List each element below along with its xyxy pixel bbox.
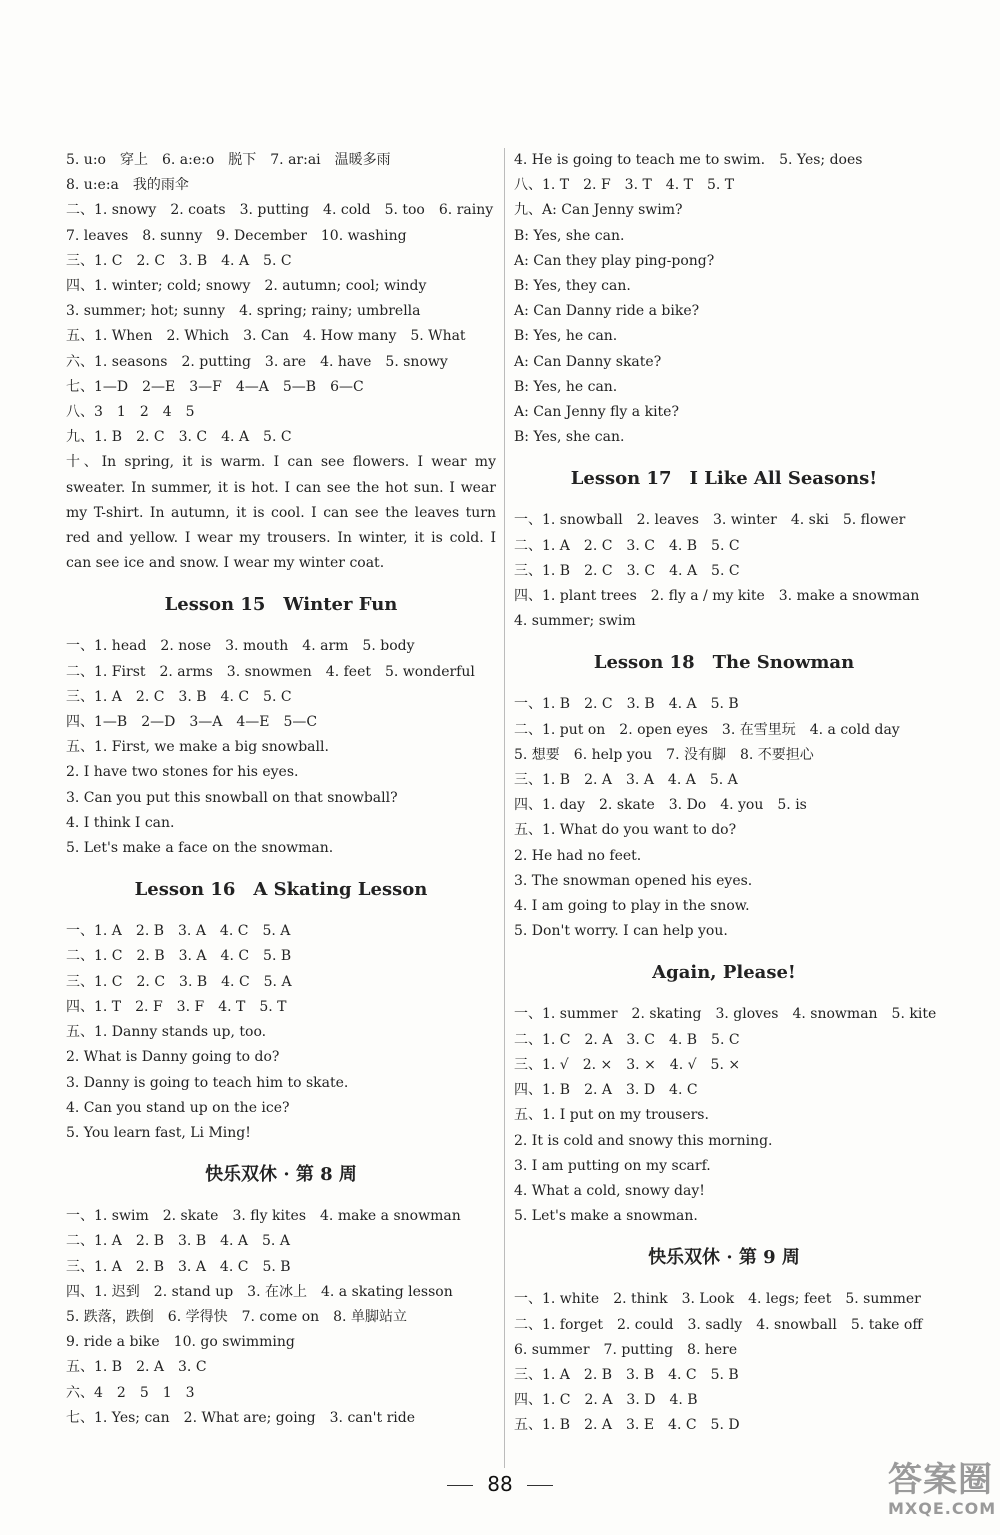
answer-line: 6. summer 7. putting 8. here — [514, 1341, 738, 1358]
answer-line: 5. u:o 穿上 6. a:e:o 脱下 7. ar:ai 温暖多雨 — [66, 152, 391, 168]
answer-line: 3. I am putting on my scarf. — [514, 1157, 711, 1174]
answer-line: 8. u:e:a 我的雨伞 — [66, 177, 189, 194]
answer-line: 4. Can you stand up on the ice? — [66, 1099, 290, 1116]
week-9-heading: 快乐双休 · 第 9 周 — [648, 1247, 800, 1269]
answer-line: 八、1. T 2. F 3. T 4. T 5. T — [514, 177, 735, 194]
answer-line: 四、1. plant trees 2. fly a / my kite 3. make a snowman — [514, 588, 920, 605]
page-number-dash-right — [527, 1485, 553, 1486]
answer-line: 5. Let's make a snowman. — [514, 1208, 698, 1225]
answer-line: 九、1. B 2. C 3. C 4. A 5. C — [66, 429, 292, 446]
lesson-16-answers — [66, 919, 496, 1146]
answer-line: 一、1. snowball 2. leaves 3. winter 4. ski 5. flower — [514, 512, 906, 529]
answer-line: 5. 跌落，跌倒 6. 学得快 7. come on 8. 单脚站立 — [66, 1308, 407, 1325]
watermark-logo — [888, 1460, 1000, 1535]
answer-line: 5. Let's make a face on the snowman. — [66, 840, 334, 857]
again-please-answers — [514, 1002, 937, 1229]
answer-line: A: Can Danny skate? — [514, 353, 662, 370]
answer-line: 一、1. A 2. B 3. A 4. C 5. A — [66, 923, 291, 940]
essay-answer: 十、In spring, it is warm. I can see flowers. I wear my sweater. In summer, it is hot. I can see the hot sun. I wear my T-shirt. In autumn, it is cool. I can see the leaves turn red and yellow. I wear my trousers. In winter, it is cold. I can see ice and snow. I wear my winter coat. — [66, 454, 496, 572]
answers-continued-right — [514, 148, 934, 450]
answer-line: 二、1. C 2. B 3. A 4. C 5. B — [66, 948, 292, 965]
answer-line: 五、1. When 2. Which 3. Can 4. How many 5. What — [66, 328, 466, 345]
answer-line: 四、1—B 2—D 3—A 4—E 5—C — [66, 714, 318, 731]
answer-line: 五、1. B 2. A 3. E 4. C 5. D — [514, 1417, 740, 1434]
answer-line: 2. He had no feet. — [514, 847, 642, 864]
column-divider — [504, 148, 505, 1468]
answer-line: 二、1. forget 2. could 3. sadly 4. snowball 5. take off — [514, 1316, 923, 1333]
answer-line: 7. leaves 8. sunny 9. December 10. washing — [66, 227, 407, 244]
answer-line: 三、1. A 2. C 3. B 4. C 5. C — [66, 688, 292, 705]
lesson-16-heading: Lesson 16 A Skating Lesson — [134, 879, 428, 901]
answer-line: 3. Can you put this snowball on that snowball? — [66, 789, 398, 806]
answer-line: A: Can they play ping-pong? — [514, 252, 715, 269]
answer-line: 三、1. √ 2. × 3. × 4. √ 5. × — [514, 1056, 741, 1073]
answer-line: 四、1. B 2. A 3. D 4. C — [514, 1082, 698, 1099]
answer-line: 2. What is Danny going to do? — [66, 1049, 280, 1066]
page-number-text: 88 — [487, 1472, 513, 1496]
lesson-15-heading: Lesson 15 Winter Fun — [164, 594, 398, 616]
answer-line: 四、1. 迟到 2. stand up 3. 在冰上 4. a skating lesson — [66, 1283, 453, 1300]
answer-line: 二、1. First 2. arms 3. snowmen 4. feet 5. wonderful — [66, 663, 475, 680]
answer-line: 4. I think I can. — [66, 814, 175, 831]
answer-line: 四、1. T 2. F 3. F 4. T 5. T — [66, 998, 287, 1015]
answer-line: 七、1. Yes; can 2. What are; going 3. can't ride — [66, 1409, 416, 1426]
answer-line: 4. summer; swim — [514, 613, 636, 630]
answer-line: 三、1. A 2. B 3. A 4. C 5. B — [66, 1258, 291, 1275]
answer-line: 3. The snowman opened his eyes. — [514, 872, 753, 889]
answer-line: B: Yes, they can. — [514, 278, 631, 295]
week-9-answers — [514, 1287, 934, 1438]
answer-line: 4. What a cold, snowy day! — [514, 1182, 705, 1199]
answer-line: 3. summer; hot; sunny 4. spring; rainy; umbrella — [66, 303, 421, 320]
page-number — [0, 1472, 1000, 1496]
week-8-answers — [66, 1204, 496, 1431]
answer-line: 七、1—D 2—E 3—F 4—A 5—B 6—C — [66, 378, 364, 395]
answer-line: A: Can Jenny fly a kite? — [514, 404, 679, 421]
answer-line: 二、1. A 2. C 3. C 4. B 5. C — [514, 537, 740, 554]
page-number-dash-left — [447, 1485, 473, 1486]
answer-line: 一、1. white 2. think 3. Look 4. legs; feet 5. summer — [514, 1291, 921, 1308]
answer-line: A: Can Danny ride a bike? — [514, 303, 700, 320]
answer-line: 四、1. C 2. A 3. D 4. B — [514, 1392, 698, 1409]
watermark-url: MXQE.COM — [888, 1499, 997, 1518]
lesson-17-heading: Lesson 17 I Like All Seasons! — [570, 468, 878, 490]
answer-line: 一、1. summer 2. skating 3. gloves 4. snowman 5. kite — [514, 1006, 937, 1023]
answer-line: 三、1. B 2. A 3. A 4. A 5. A — [514, 772, 738, 789]
again-please-heading: Again, Please! — [652, 962, 796, 984]
watermark-logo-text: 答案圈 — [888, 1460, 993, 1500]
answers-continued-left — [66, 148, 496, 450]
lesson-18-heading: Lesson 18 The Snowman — [593, 652, 855, 674]
answer-line: 5. You learn fast, Li Ming! — [66, 1124, 251, 1141]
answer-line: 五、1. Danny stands up, too. — [66, 1024, 267, 1041]
answer-line: 5. 想要 6. help you 7. 没有脚 8. 不要担心 — [514, 746, 814, 763]
answer-line: 二、1. put on 2. open eyes 3. 在雪里玩 4. a cold day — [514, 721, 900, 738]
answer-line: 四、1. winter; cold; snowy 2. autumn; cool; windy — [66, 278, 427, 295]
answer-line: 2. I have two stones for his eyes. — [66, 764, 299, 781]
answer-line: 三、1. C 2. C 3. B 4. A 5. C — [66, 252, 292, 269]
answer-line: 九、A: Can Jenny swim? — [514, 202, 683, 219]
answer-line: 三、1. A 2. B 3. B 4. C 5. B — [514, 1366, 739, 1383]
lesson-15-answers — [66, 634, 496, 861]
answer-line: 二、1. A 2. B 3. B 4. A 5. A — [66, 1233, 290, 1250]
answer-line: 五、1. B 2. A 3. C — [66, 1359, 207, 1376]
answer-line: 2. It is cold and snowy this morning. — [514, 1132, 773, 1149]
answer-line: B: Yes, he can. — [514, 328, 618, 345]
lesson-17-answers — [514, 508, 934, 634]
answer-line: 一、1. swim 2. skate 3. fly kites 4. make a snowman — [66, 1208, 461, 1225]
answer-line: B: Yes, she can. — [514, 429, 625, 446]
answer-line: B: Yes, he can. — [514, 378, 618, 395]
answer-line: 六、1. seasons 2. putting 3. are 4. have 5. snowy — [66, 353, 448, 370]
answer-line: 4. I am going to play in the snow. — [514, 898, 750, 915]
answer-line: 五、1. What do you want to do? — [514, 822, 737, 839]
answer-line: 一、1. B 2. C 3. B 4. A 5. B — [514, 696, 739, 713]
answer-line: 四、1. day 2. skate 3. Do 4. you 5. is — [514, 797, 807, 814]
answer-line: 三、1. B 2. C 3. C 4. A 5. C — [514, 562, 740, 579]
right-column — [514, 148, 937, 1439]
answer-line: 八、3 1 2 4 5 — [66, 404, 195, 421]
answer-line: 五、1. First, we make a big snowball. — [66, 739, 329, 756]
answer-line: 二、1. snowy 2. coats 3. putting 4. cold 5. too 6. rainy — [66, 202, 494, 219]
answer-line: 3. Danny is going to teach him to skate. — [66, 1074, 349, 1091]
answer-line: 六、4 2 5 1 3 — [66, 1384, 195, 1401]
answer-line: 三、1. C 2. C 3. B 4. C 5. A — [66, 973, 292, 990]
answer-line: 9. ride a bike 10. go swimming — [66, 1334, 295, 1351]
answer-line: B: Yes, she can. — [514, 227, 625, 244]
left-column — [66, 148, 496, 1431]
week-8-heading: 快乐双休 · 第 8 周 — [205, 1164, 357, 1186]
lesson-18-answers — [514, 692, 934, 944]
answer-line: 二、1. C 2. A 3. C 4. B 5. C — [514, 1031, 740, 1048]
answer-line: 一、1. head 2. nose 3. mouth 4. arm 5. body — [66, 638, 415, 655]
answer-line: 五、1. I put on my trousers. — [514, 1107, 709, 1124]
answer-line: 4. He is going to teach me to swim. 5. Yes; does — [514, 152, 863, 168]
answer-line: 5. Don't worry. I can help you. — [514, 923, 728, 940]
